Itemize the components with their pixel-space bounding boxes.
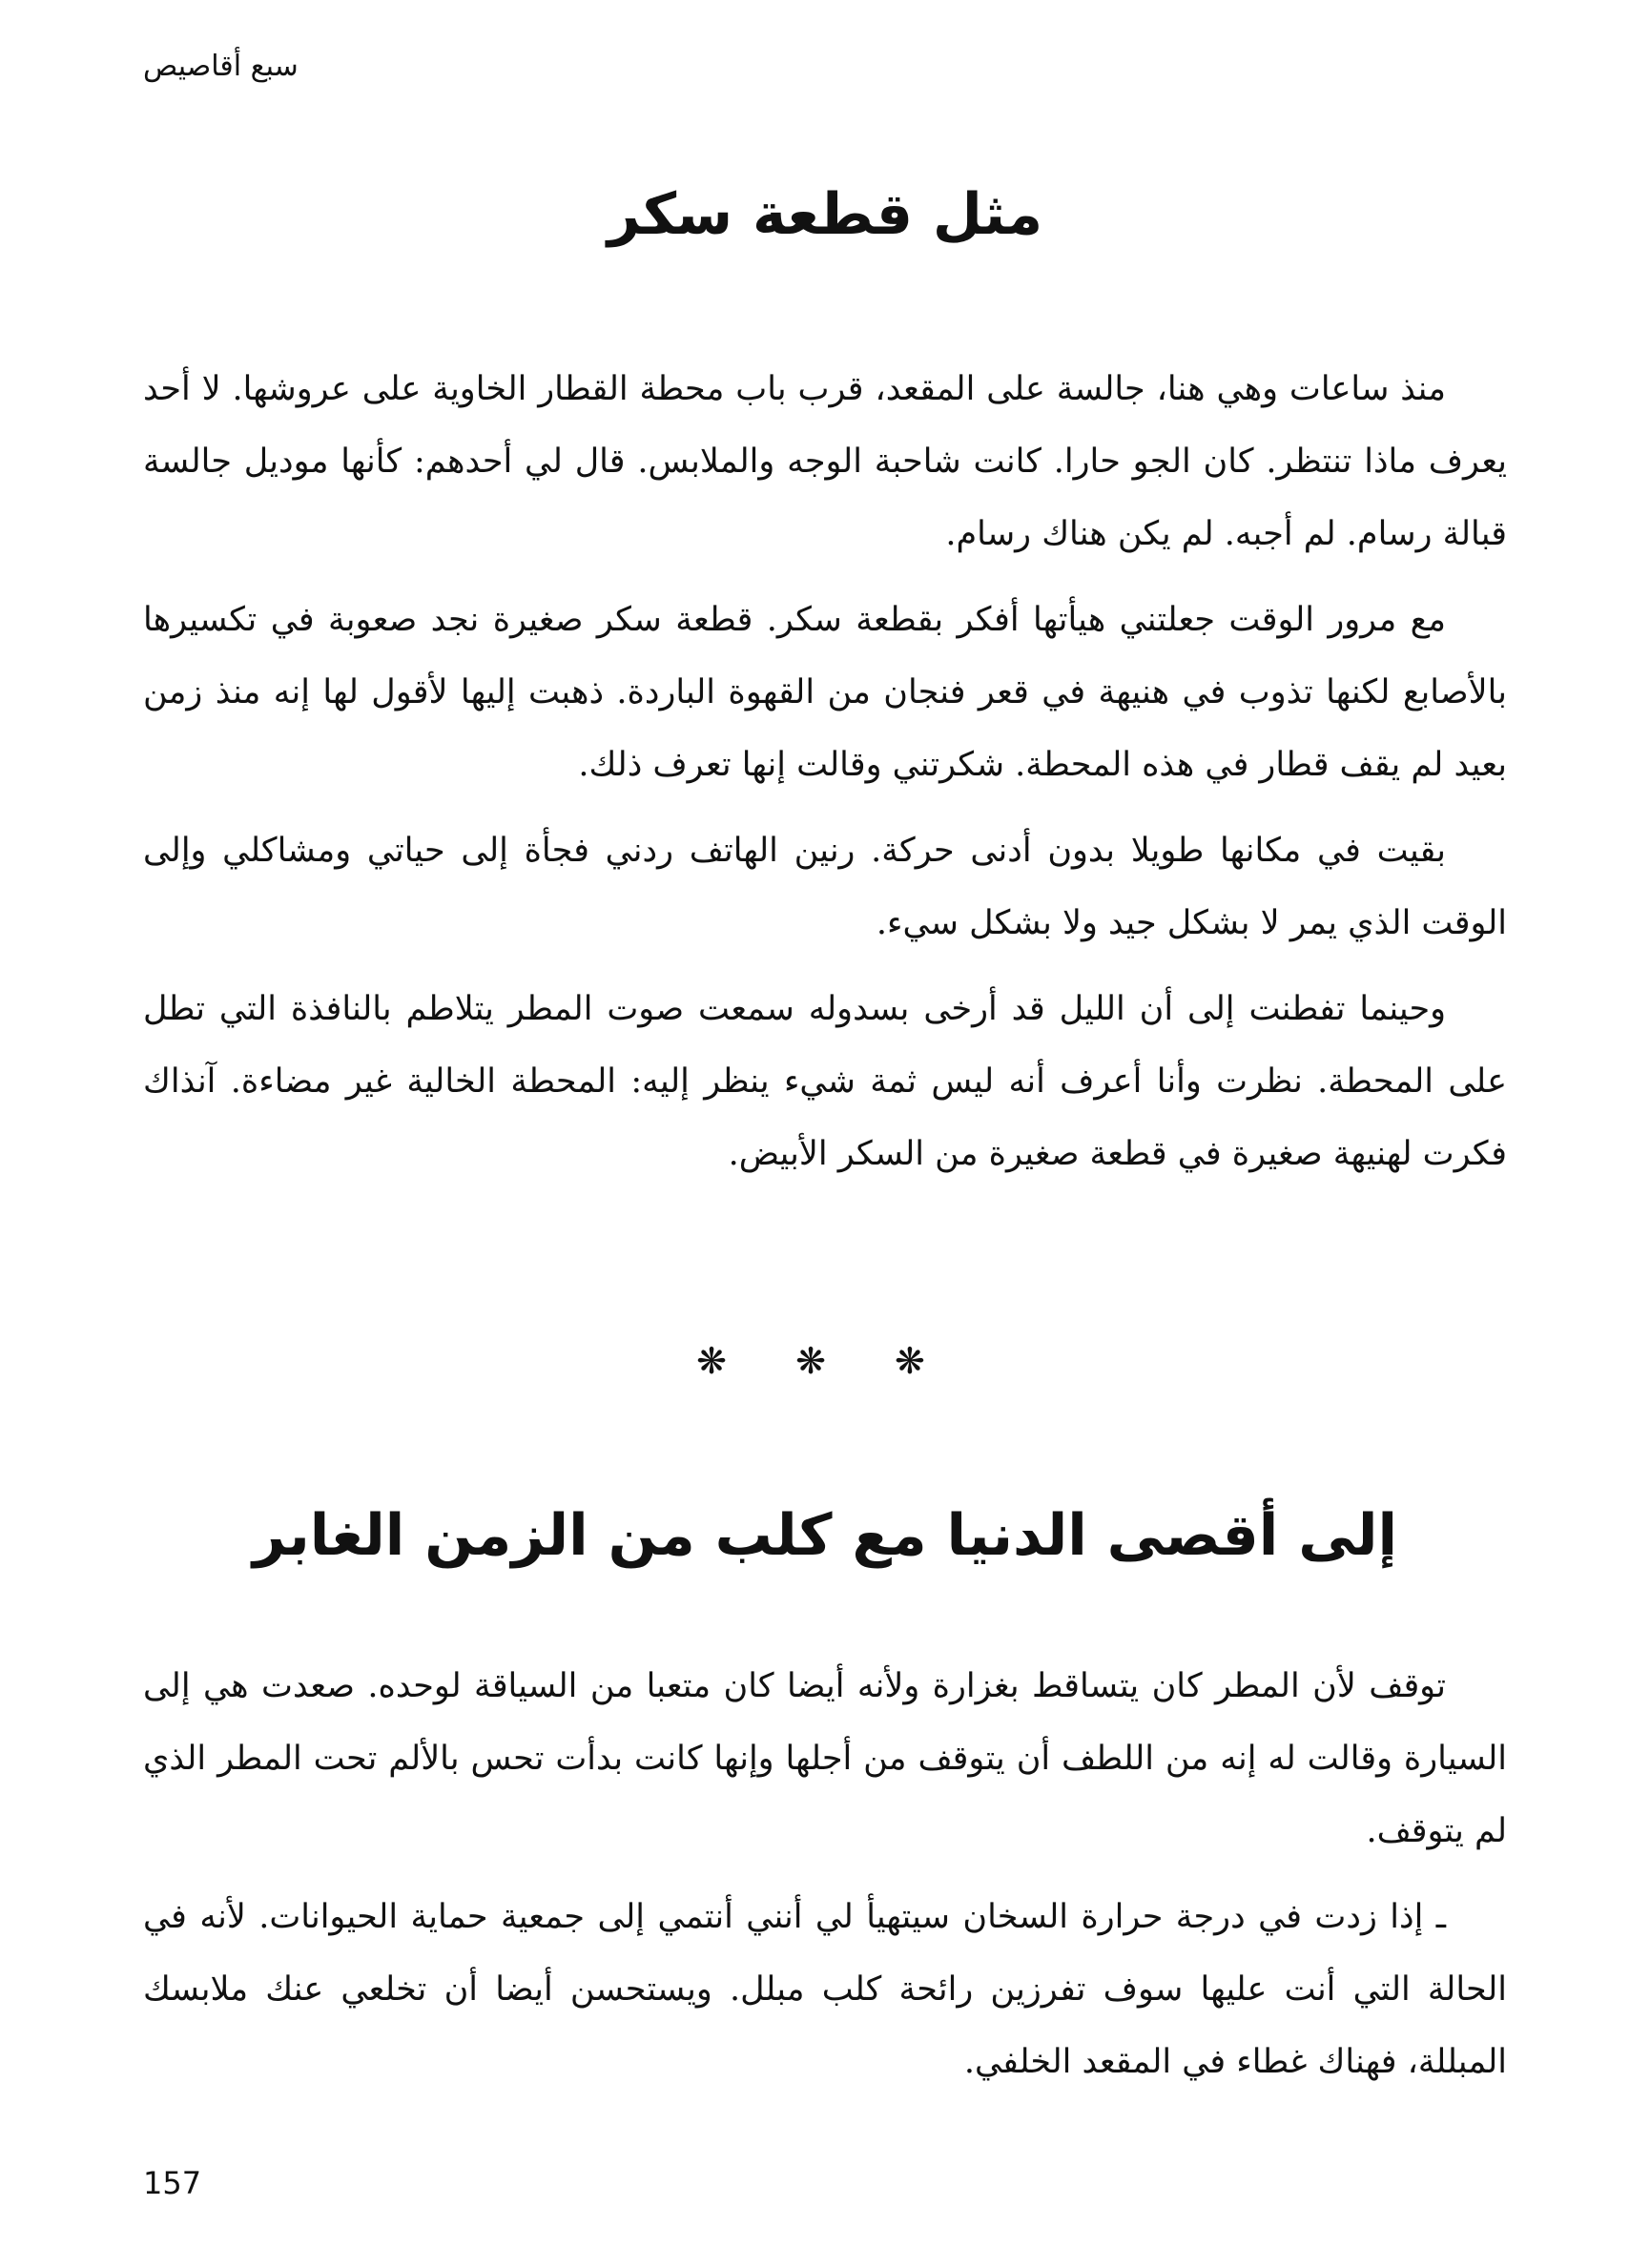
- paragraph: منذ ساعات وهي هنا، جالسة على المقعد، قرب باب محطة القطار الخاوية على عروشها. لا أحد يعرف ماذا تنتظر. كان الجو حارا. كانت شاحبة الوجه والملابس. قال لي أحدهم: كأنها موديل جالسة قبالة رسام. لم أجبه. لم يكن هناك رسام.: [143, 370, 1507, 553]
- story-title: مثل قطعة سكر: [607, 181, 1043, 248]
- story-body: [143, 1650, 1507, 2112]
- paragraph: وحينما تفطنت إلى أن الليل قد أرخى بسدوله سمعت صوت المطر يتلاطم بالنافذة التي تطل على المحطة. نظرت وأنا أعرف أنه ليس ثمة شيء ينظر إليه: المحطة الخالية غير مضاءة. آنذاك فكرت لهنيهة صغيرة في قطعة صغيرة من السكر الأبيض.: [143, 990, 1507, 1173]
- running-header: سبع أقاصيص: [143, 50, 299, 83]
- section-separator: ❋ ❋ ❋: [696, 1340, 954, 1382]
- story-title: إلى أقصى الدنيا مع كلب من الزمن الغابر: [252, 1502, 1398, 1569]
- paragraph: توقف لأن المطر كان يتساقط بغزارة ولأنه أيضا كان متعبا من السياقة لوحده. صعدت هي إلى السيارة وقالت له إنه من اللطف أن يتوقف من أجلها وإنها كانت بدأت تحس بالألم تحت المطر الذي لم يتوقف.: [143, 1667, 1507, 1850]
- story-body: [143, 353, 1507, 1204]
- page-number: 157: [143, 2165, 202, 2201]
- paragraph: ـ إذا زدت في درجة حرارة السخان سيتهيأ لي أنني أنتمي إلى جمعية حماية الحيوانات. لأنه في الحالة التي أنت عليها سوف تفرزين رائحة كلب مبلل. ويستحسن أيضا أن تخلعي عنك ملابسك المبللة، فهناك غطاء في المقعد الخلفي.: [143, 1898, 1507, 2081]
- paragraph: مع مرور الوقت جعلتني هيأتها أفكر بقطعة سكر. قطعة سكر صغيرة نجد صعوبة في تكسيرها بالأصابع لكنها تذوب في هنيهة في قعر فنجان من القهوة الباردة. ذهبت إليها لأقول لها إنه منذ زمن بعيد لم يقف قطار في هذه المحطة. شكرتني وقالت إنها تعرف ذلك.: [143, 601, 1507, 784]
- paragraph: بقيت في مكانها طويلا بدون أدنى حركة. رنين الهاتف ردني فجأة إلى حياتي ومشاكلي وإلى الوقت الذي يمر لا بشكل جيد ولا بشكل سيء.: [143, 832, 1507, 942]
